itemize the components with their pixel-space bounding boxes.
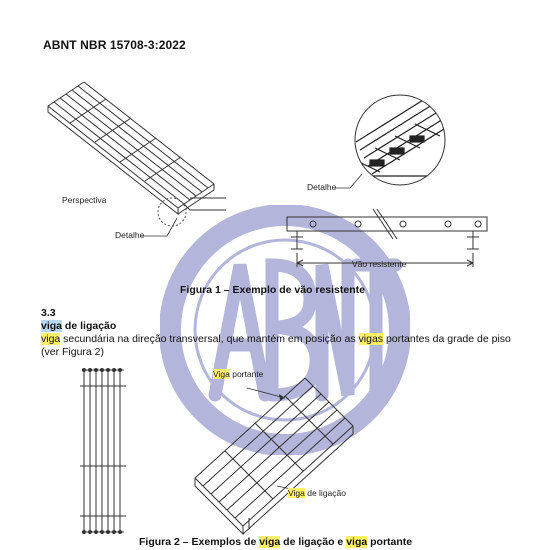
figure2-label-ligacao-rest: de ligação	[304, 488, 346, 498]
section-number: 3.3	[41, 307, 56, 319]
def-part-1: secundária na direção transversal, que mantém em posição as	[60, 333, 359, 345]
figure2-label-viga-ligacao	[288, 488, 346, 498]
figure2-caption-part3: portante	[367, 536, 413, 548]
figure1-label-vao-resistente: Vão resistente	[352, 259, 407, 269]
section-definition	[41, 333, 521, 359]
term-rest: de ligação	[62, 320, 117, 332]
figure2-plan-drawing	[78, 366, 130, 538]
def-part-2: portantes da grade de piso (ver Figura 2)	[41, 333, 511, 358]
figure2-label-portante-highlight: Viga	[213, 369, 230, 379]
def-highlight-1: viga	[41, 333, 61, 345]
figure2-perspective-drawing	[185, 368, 360, 538]
figure1-caption: Figura 1 – Exemplo de vão resistente	[180, 284, 365, 296]
figure2-label-viga-portante	[213, 369, 263, 379]
figure2-label-portante-rest: portante	[229, 369, 264, 379]
figure2-caption-highlight2: viga	[346, 536, 368, 548]
figure1-label-detalhe-right: Detalhe	[307, 182, 337, 192]
figure1-label-detalhe-left: Detalhe	[115, 230, 145, 240]
figure2-caption-part1: Figura 2 – Exemplos de	[139, 536, 260, 548]
section-term	[41, 320, 116, 332]
def-highlight-2: vigas	[358, 333, 384, 345]
figure2-caption-highlight1: viga	[259, 536, 281, 548]
standard-header: ABNT NBR 15708-3:2022	[43, 38, 186, 52]
figure2-caption-part2: de ligação e	[280, 536, 347, 548]
figure1-label-perspectiva: Perspectiva	[62, 195, 107, 205]
figure2-label-ligacao-highlight: Viga	[288, 488, 305, 498]
figure1-perspective-drawing	[40, 80, 230, 230]
term-highlight: viga	[41, 320, 63, 332]
figure2-caption	[139, 536, 412, 548]
